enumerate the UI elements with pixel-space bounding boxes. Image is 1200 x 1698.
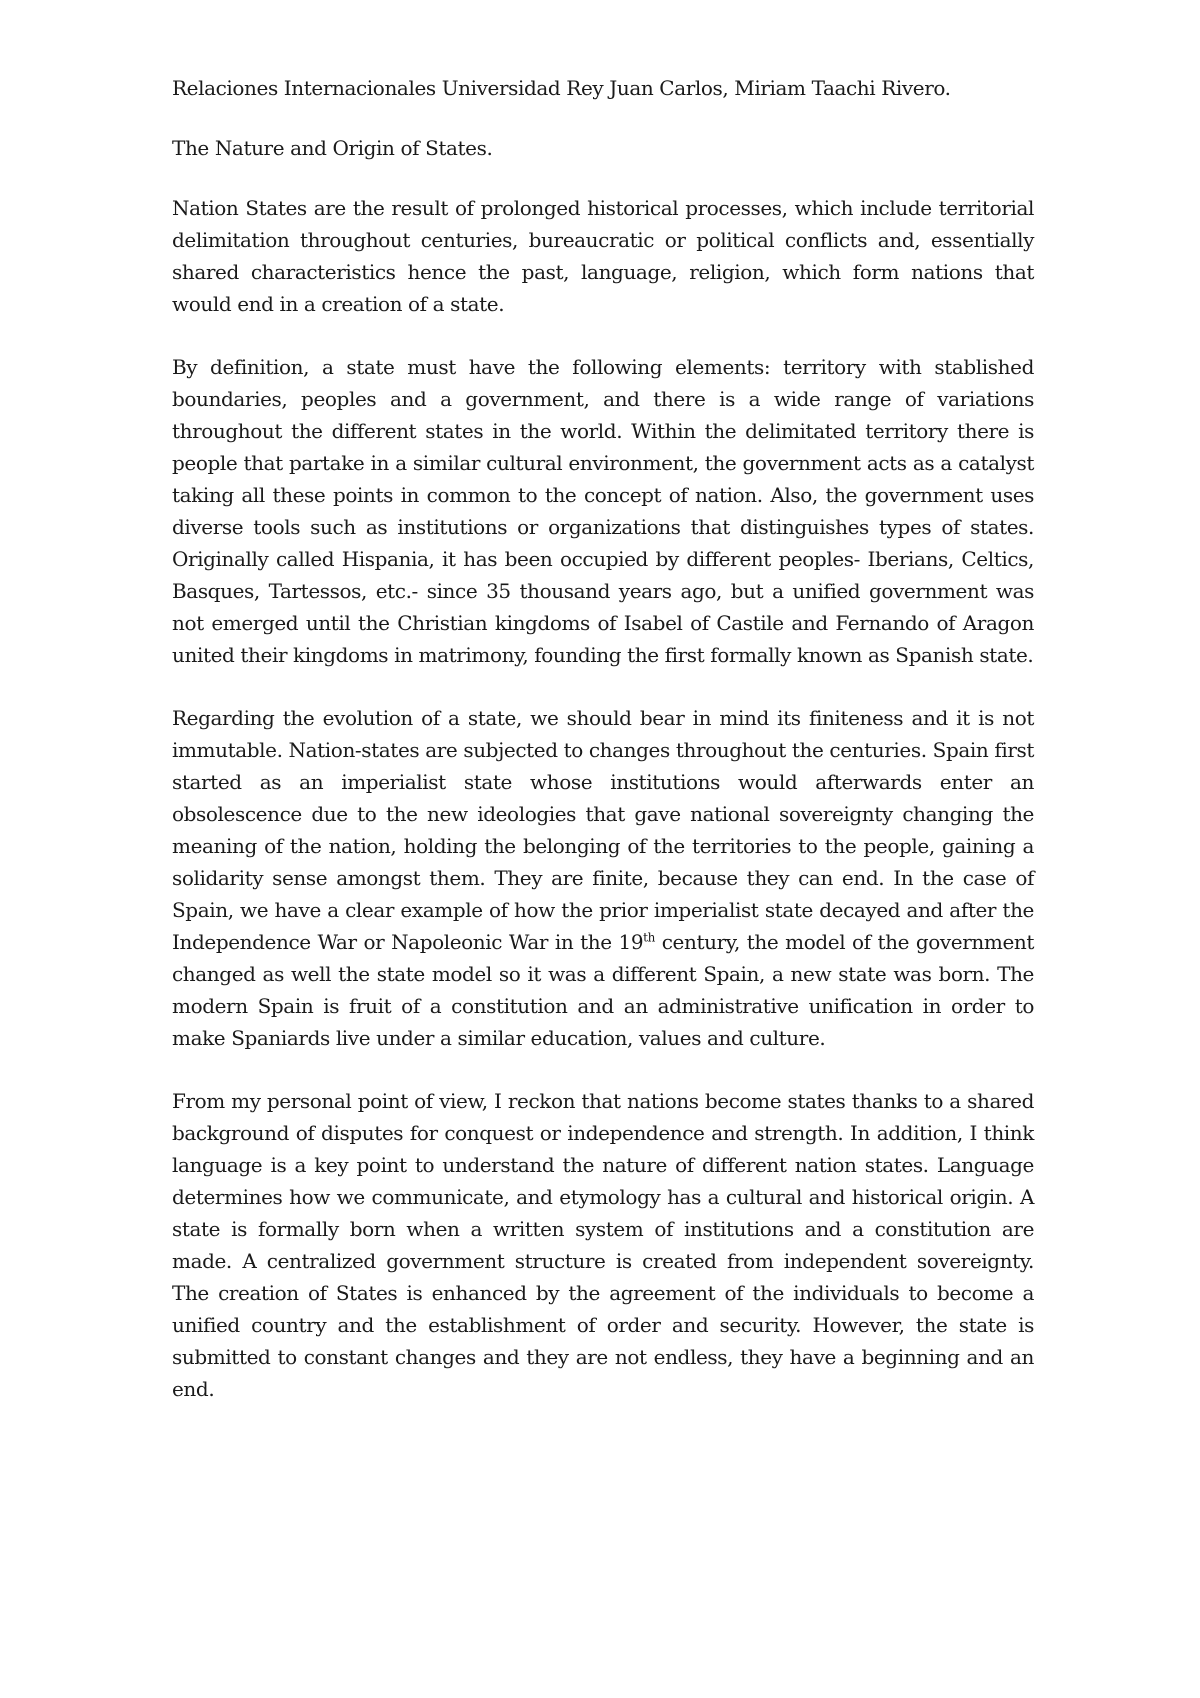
paragraph-1: Nation States are the result of prolonged historical processes, which include territorial delimitation throughout centuries, bureaucratic or political conflicts and, essentially shared characteristics hence the past, language, religion, which form nations that would end in a creation of a state.: [172, 196, 1034, 316]
paragraph-3-text-a: Regarding the evolution of a state, we should bear in mind its finiteness and it is not immutable. Nation-states are subjected to changes throughout the centuries. Spain first started as an imperialist state whose institutions would afterwards enter an obsolescence due to the new ideologies that gave national sovereignty changing the meaning of the nation, holding the belonging of the territories to the people, gaining a solidarity sense amongst them. They are finite, because they can end. In the case of Spain, we have a clear example of how the prior imperialist state decayed and after the Independence War or Napoleonic War in the 19: [172, 706, 1034, 954]
author-line: Relaciones Internacionales Universidad Rey Juan Carlos, Miriam Taachi Rivero.: [172, 76, 951, 100]
paragraph-3: [172, 702, 1034, 1054]
document-title: The Nature and Origin of States.: [172, 136, 493, 160]
paragraph-3-text-b: century, the model of the government changed as well the state model so it was a different Spain, a new state was born. The modern Spain is fruit of a constitution and an administrative unification in order to make Spaniards live under a similar education, values and culture.: [172, 930, 1035, 1050]
ordinal-superscript: th: [643, 930, 655, 945]
paragraph-4: From my personal point of view, I reckon that nations become states thanks to a shared background of disputes for conquest or independence and strength. In addition, I think language is a key point to understand the nature of different nation states. Language determines how we communicate, and etymology has a cultural and historical origin. A state is formally born when a written system of institutions and a constitution are made. A centralized government structure is created from independent sovereignty. The creation of States is enhanced by the agreement of the individuals to become a unified country and the establishment of order and security. However, the state is submitted to constant changes and they are not endless, they have a beginning and an end.: [172, 1089, 1034, 1401]
document-body: [172, 72, 1034, 1436]
paragraph-2: By definition, a state must have the following elements: territory with stablished boundaries, peoples and a government, and there is a wide range of variations throughout the different states in the world. Within the delimitated territory there is people that partake in a similar cultural environment, the government acts as a catalyst taking all these points in common to the concept of nation. Also, the government uses diverse tools such as institutions or organizations that distinguishes types of states. Originally called Hispania, it has been occupied by different peoples- Iberians, Celtics, Basques, Tartessos, etc.- since 35 thousand years ago, but a unified government was not emerged until the Christian kingdoms of Isabel of Castile and Fernando of Aragon united their kingdoms in matrimony, founding the first formally known as Spanish state.: [172, 355, 1034, 667]
